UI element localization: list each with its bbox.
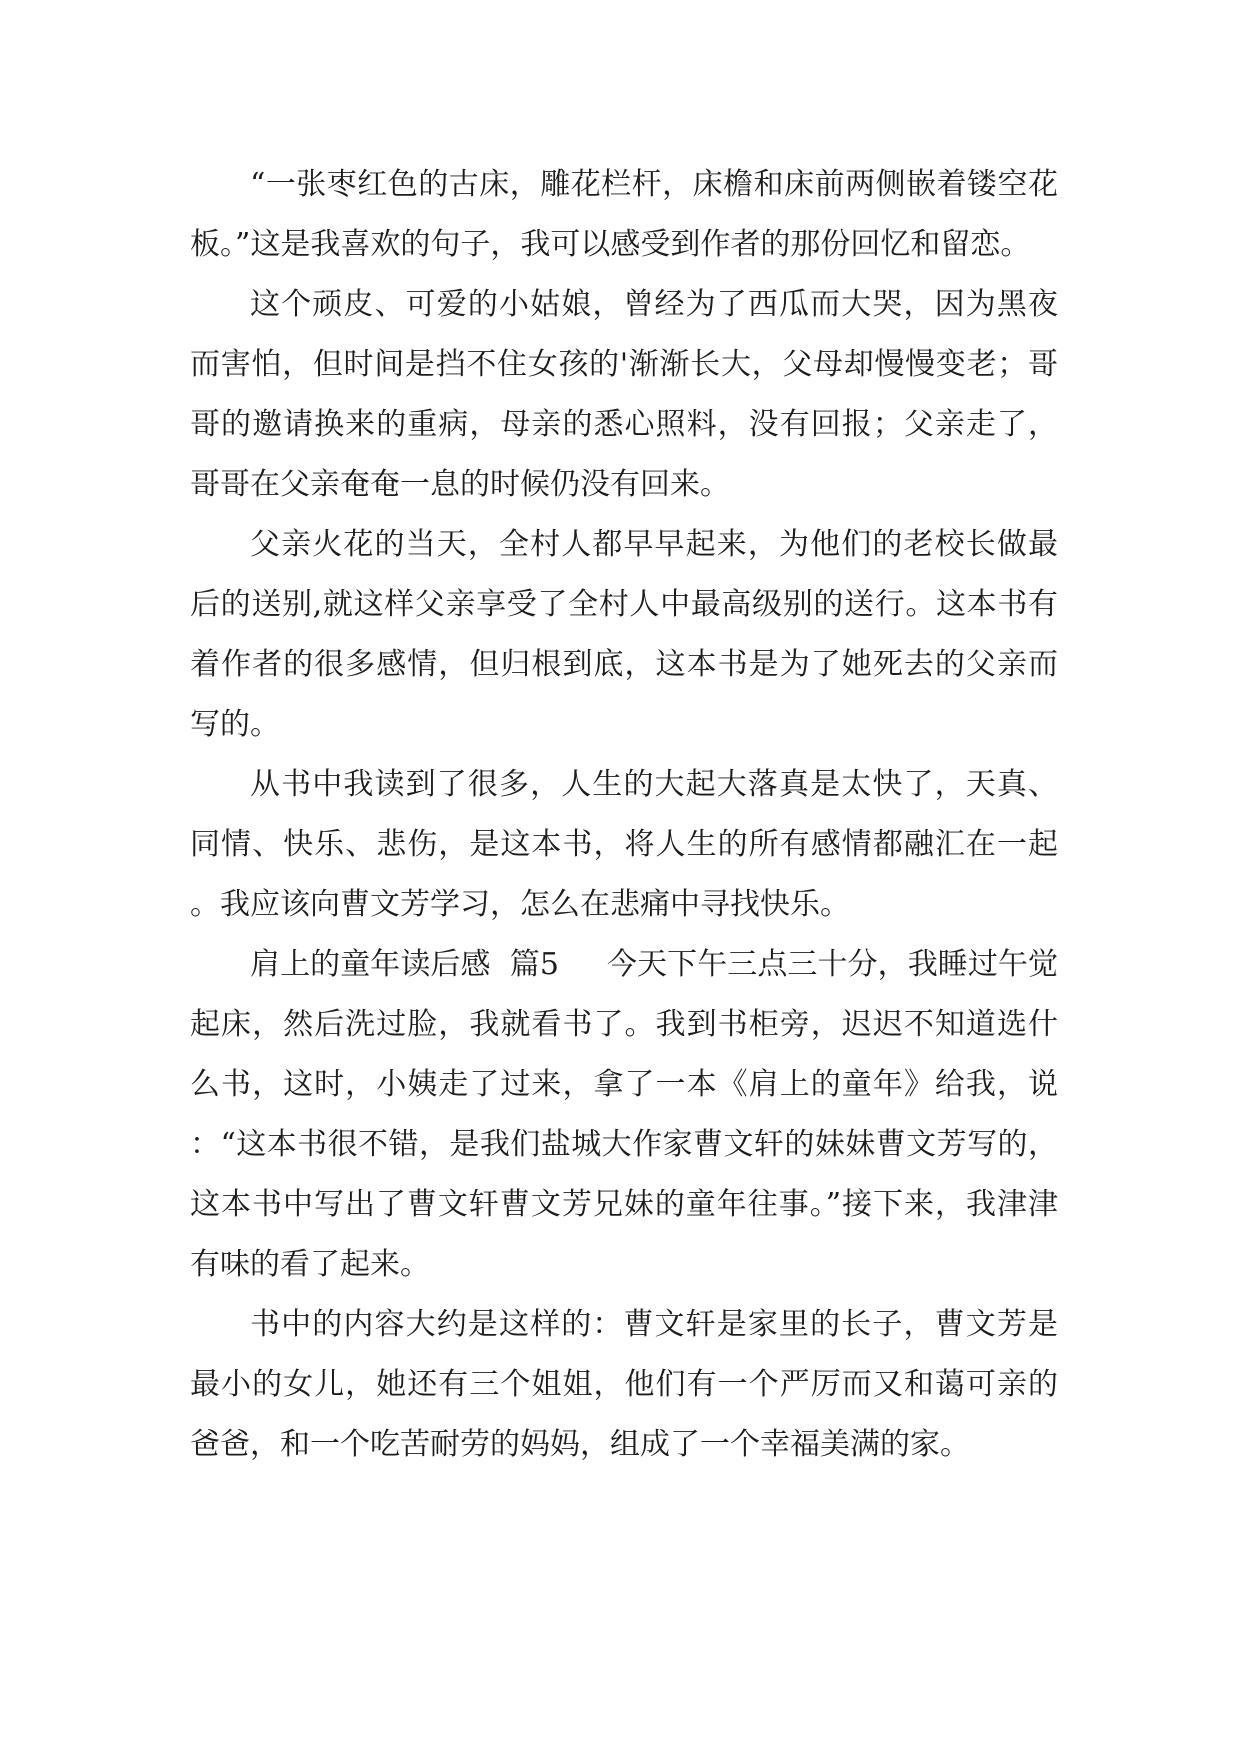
paragraph-6: 书中的内容大约是这样的：曹文轩是家里的长子，曹文芳是最小的女儿，她还有三个姐姐，他们有一个严厉而又和蔼可亲的爸爸，和一个吃苦耐劳的妈妈，组成了一个幸福美满的家。 — [190, 1307, 1058, 1462]
document-body — [190, 155, 1058, 1475]
paragraph-3: 父亲火花的当天，全村人都早早起来，为他们的老校长做最后的送别,就这样父亲享受了全村人中最高级别的送行。这本书有着作者的很多感情，但归根到底，这本书是为了她死去的父亲而写的。 — [190, 527, 1058, 742]
paragraph-4: 从书中我读到了很多，人生的大起大落真是太快了，天真、同情、快乐、悲伤，是这本书，将人生的所有感情都融汇在一起。我应该向曹文芳学习，怎么在悲痛中寻找快乐。 — [190, 767, 1058, 922]
paragraph-5: 肩上的童年读后感 篇5 今天下午三点三十分，我睡过午觉起床，然后洗过脸，我就看书了。我到书柜旁，迟迟不知道选什么书，这时，小姨走了过来，拿了一本《肩上的童年》给我，说：“这本书很不错，是我们盐城大作家曹文轩的妹妹曹文芳写的，这本书中写出了曹文轩曹文芳兄妹的童年往事。”接下来，我津津有味的看了起来。 — [190, 947, 1058, 1282]
paragraph-2: 这个顽皮、可爱的小姑娘，曾经为了西瓜而大哭，因为黑夜而害怕，但时间是挡不住女孩的'渐渐长大，父母却慢慢变老；哥哥的邀请换来的重病，母亲的悉心照料，没有回报；父亲走了，哥哥在父亲奄奄一息的时候仍没有回来。 — [190, 287, 1058, 502]
paragraph-1: “一张枣红色的古床，雕花栏杆，床檐和床前两侧嵌着镂空花板。”这是我喜欢的句子，我可以感受到作者的那份回忆和留恋。 — [190, 167, 1058, 262]
